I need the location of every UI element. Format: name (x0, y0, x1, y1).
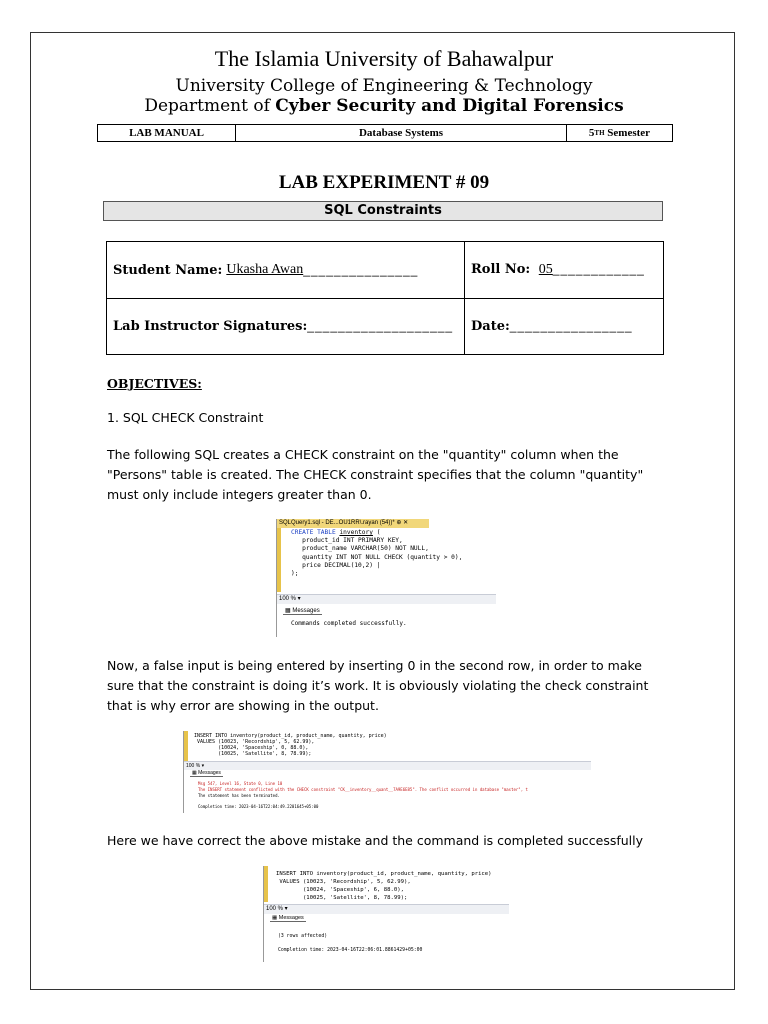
zoom-level: 100 % ▾ (186, 763, 205, 769)
messages-tab-label: Messages (278, 915, 304, 921)
roll-no-cell (465, 262, 663, 278)
editor-gutter (184, 731, 188, 761)
screenshot-create-table (276, 519, 496, 637)
info-row-student (107, 242, 663, 299)
sql-line-4: quantity INT NOT NULL CHECK (quantity > 0), (291, 553, 463, 561)
objectives-heading: OBJECTIVES: (107, 376, 202, 391)
messages-tab-label: Messages (198, 770, 221, 776)
department-prefix: Department of (144, 96, 270, 116)
date-line: ________________ (509, 318, 633, 333)
university-name: The Islamia University of Bahawalpur (214, 46, 554, 71)
sql-keyword: CREATE TABLE (291, 529, 336, 536)
messages-tab-label: Messages (292, 608, 320, 614)
info-row-instructor (107, 298, 663, 354)
roll-no-label: Roll No: (471, 262, 531, 277)
student-name-value: Ukasha Awan (226, 262, 304, 277)
messages-tab (283, 607, 322, 615)
sql-insert-error-code: INSERT INTO inventory(product_id, product_name, quantity, price) VALUES (10023, 'Recordship', 5, 62.99), (10024, 'Spaceship', 0, 88.0), (10025, 'Satellite', 8, 78.99); (194, 733, 387, 757)
editor-gutter (277, 528, 281, 592)
messages-icon: ▦ (285, 608, 293, 614)
zoom-strip (264, 904, 509, 914)
editor-gutter (264, 866, 268, 902)
date-label: Date: (471, 318, 510, 334)
objective-item-1: 1. SQL CHECK Constraint (107, 410, 264, 425)
instructor-cell (107, 298, 465, 354)
screenshot-insert-error (183, 731, 591, 813)
experiment-subtitle: SQL Constraints (103, 201, 663, 221)
semester-word: Semester (607, 127, 651, 139)
completion-time: Completion time: 2023-04-16T22:06:01.8861429+05:00 (278, 948, 423, 953)
sql-line-5: price DECIMAL(10,2) | (291, 561, 381, 569)
sql-line-3: product_name VARCHAR(50) NOT NULL, (291, 545, 429, 553)
date-cell (465, 319, 663, 334)
experiment-title: LAB EXPERIMENT # 09 (278, 172, 490, 193)
paragraph-check-intro: The following SQL creates a CHECK constraint on the "quantity" column when the "Persons" table is created. The CHECK constraint specifies that the column "quantity" must only include integers greater than 0. (107, 447, 644, 502)
messages-icon: ▦ (272, 915, 279, 921)
student-name-cell (107, 242, 465, 298)
zoom-strip (277, 594, 496, 604)
error-line-3: The statement has been terminated. (198, 793, 280, 798)
messages-icon: ▦ (192, 770, 199, 776)
manual-label: LAB MANUAL (98, 125, 236, 141)
department-title: Cyber Security and Digital Forensics (275, 96, 624, 116)
completion-time: Completion time: 2023-04-16T22:04:49.2201645+05:00 (198, 804, 319, 809)
sql-paren: ( (372, 529, 381, 536)
sql-line-2: product_id INT PRIMARY KEY, (291, 537, 403, 545)
paragraph-corrected: Here we have correct the above mistake and the command is completed successfully (107, 833, 644, 848)
semester (567, 125, 672, 141)
sql-line-6: ); (291, 570, 299, 578)
sql-create-code (291, 529, 462, 578)
result-message: Commands completed successfully. (291, 620, 407, 627)
zoom-strip (184, 761, 591, 770)
error-line-2: The INSERT statement conflicted with the CHECK constraint "CK__inventory__quant__7A9E6E85". The conflict occurred in database "master", t (198, 787, 528, 792)
semester-suffix: TH (594, 129, 605, 137)
student-info-table (106, 241, 664, 355)
messages-tab (270, 915, 306, 922)
manual-info-bar (97, 124, 673, 142)
screenshot-insert-success (263, 866, 509, 962)
instructor-line: ___________________ (307, 319, 454, 333)
error-line-1: Msg 547, Level 16, State 0, Line 10 (198, 781, 283, 786)
roll-no-value: 05 (538, 262, 553, 277)
sql-insert-success-code: INSERT INTO inventory(product_id, product_name, quantity, price) VALUES (10023, 'Recordship', 5, 62.99), (10024, 'Spaceship', 6, 88.0), (10025, 'Satellite', 8, 78.99); (276, 871, 492, 901)
student-name-line: _______________ (303, 263, 419, 277)
rows-affected: (3 rows affected) (278, 934, 328, 939)
semester-number: 5 (588, 127, 595, 139)
roll-no-line: ____________ (552, 262, 645, 276)
paragraph-false-input: Now, a false input is being entered by inserting 0 in the second row, in order to make sure that the constraint is doing it’s work. It is obviously violating the check constraint that is why error are showing in the output. (107, 658, 649, 713)
course-name: Database Systems (236, 125, 567, 141)
college-name: University College of Engineering & Technology (175, 76, 593, 96)
messages-tab (190, 770, 223, 777)
query-tab: SQLQuery1.sql - DE...OU1RR\.rayan (54))* ⊕ ✕ (277, 519, 429, 528)
zoom-level: 100 % ▾ (279, 596, 301, 602)
sql-table-name: inventory (339, 529, 373, 536)
zoom-level: 100 % ▾ (266, 906, 288, 912)
instructor-label: Lab Instructor Signatures: (113, 318, 308, 334)
student-name-label: Student Name: (113, 262, 223, 278)
department-name (0, 96, 768, 116)
